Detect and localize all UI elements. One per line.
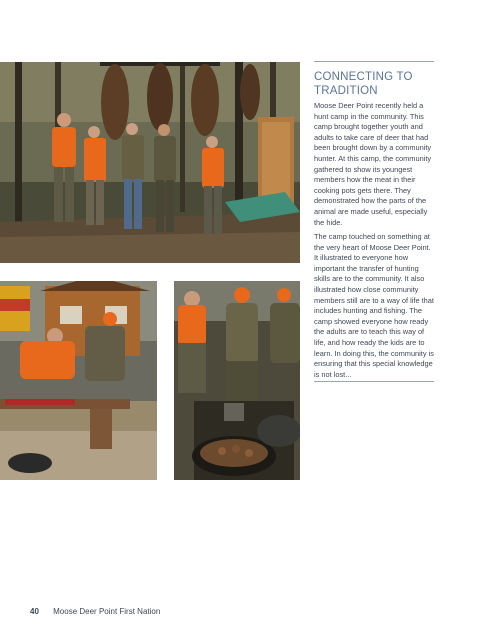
publication-name: Moose Deer Point First Nation	[53, 607, 161, 616]
cooking-fire-photo	[174, 281, 300, 480]
skinning-table-photo	[0, 281, 157, 480]
article-bottom-rule	[314, 381, 434, 382]
article-paragraph: The camp touched on something at the very heart of Moose Deer Point. It illustrated to everyone how important the transfer of hunting skills are to the community. It also illustrated how close community members still are to a way of life that includes hunting and fishing. The camp showed everyone how ready the adults are to teach this way of life, and how ready the kids are to learn. In doing this, the community is ensuring that this special knowledge is not lost...	[314, 232, 434, 379]
page-number: 40	[30, 607, 39, 616]
page-footer	[30, 607, 160, 616]
title-top-rule	[314, 61, 434, 62]
article-title: CONNECTING TO TRADITION	[314, 71, 413, 97]
hunt-camp-group-photo	[0, 62, 300, 263]
article-paragraph: Moose Deer Point recently held a hunt camp in the community. This camp brought together youth and adults to take care of deer that had been brought down by a community hunter. At this camp, the community gathered to show its youngest members how the meat in their cooking pots gets there. They demonstrated how the parts of the animal are made useful, especially the hide.	[314, 101, 432, 227]
